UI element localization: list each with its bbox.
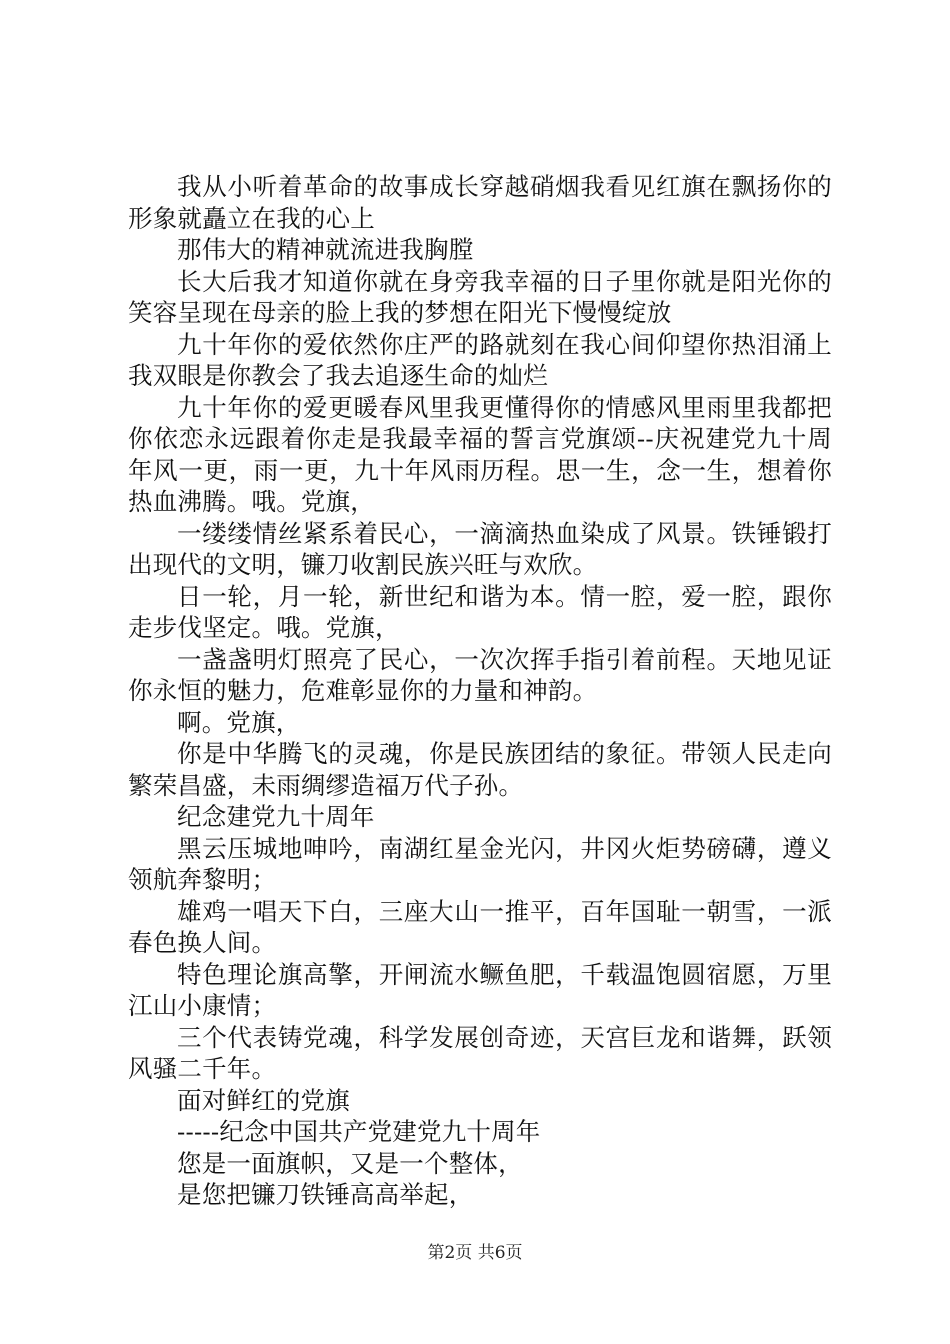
paragraph: 三个代表铸党魂，科学发展创奇迹，天宫巨龙和谐舞，跃领风骚二千年。 bbox=[128, 1022, 832, 1083]
paragraph: 黑云压城地呻吟，南湖红星金光闪，井冈火炬势磅礴，遵义领航奔黎明； bbox=[128, 833, 832, 894]
paragraph: 我从小听着革命的故事成长穿越硝烟我看见红旗在飘扬你的形象就矗立在我的心上 bbox=[128, 172, 832, 233]
paragraph: 你是中华腾飞的灵魂，你是民族团结的象征。带领人民走向繁荣昌盛，未雨绸缪造福万代子孙。 bbox=[128, 739, 832, 800]
paragraph: 一缕缕情丝紧系着民心，一滴滴热血染成了风景。铁锤锻打出现代的文明，镰刀收割民族兴旺与欢欣。 bbox=[128, 518, 832, 579]
page-footer bbox=[0, 1243, 950, 1263]
paragraph: 啊。党旗， bbox=[177, 707, 301, 737]
paragraph: 是您把镰刀铁锤高高举起， bbox=[177, 1180, 474, 1209]
paragraph: 那伟大的精神就流进我胸膛 bbox=[177, 235, 474, 264]
paragraph: 九十年你的爱更暖春风里我更懂得你的情感风里雨里我都把你依恋永远跟着你走是我最幸福的誓言党旗颂--庆祝建党九十周年风一更，雨一更，九十年风雨历程。思一生，念一生，想着你热血沸腾。哦。党旗， bbox=[128, 392, 832, 516]
paragraph: 长大后我才知道你就在身旁我幸福的日子里你就是阳光你的笑容呈现在母亲的脸上我的梦想在阳光下慢慢绽放 bbox=[128, 266, 832, 327]
section-heading: 面对鲜红的党旗 bbox=[177, 1085, 350, 1115]
section-subheading: -----纪念中国共产党建党九十周年 bbox=[177, 1117, 541, 1146]
section-heading: 纪念建党九十周年 bbox=[177, 802, 375, 831]
page-number: 第2页 共6页 bbox=[427, 1243, 523, 1263]
paragraph: 日一轮，月一轮，新世纪和谐为本。情一腔，爱一腔，跟你走步伐坚定。哦。党旗， bbox=[128, 581, 832, 642]
document-body bbox=[128, 171, 832, 1211]
paragraph: 一盏盏明灯照亮了民心，一次次挥手指引着前程。天地见证你永恒的魅力，危难彰显你的力量和神韵。 bbox=[128, 644, 832, 705]
paragraph: 特色理论旗高擎，开闸流水鳜鱼肥，千载温饱圆宿愿，万里江山小康情； bbox=[128, 959, 832, 1020]
paragraph: 九十年你的爱依然你庄严的路就刻在我心间仰望你热泪涌上我双眼是你教会了我去追逐生命的灿烂 bbox=[128, 329, 832, 390]
paragraph: 雄鸡一唱天下白，三座大山一推平，百年国耻一朝雪，一派春色换人间。 bbox=[128, 896, 832, 957]
paragraph: 您是一面旗帜，又是一个整体， bbox=[177, 1148, 523, 1178]
